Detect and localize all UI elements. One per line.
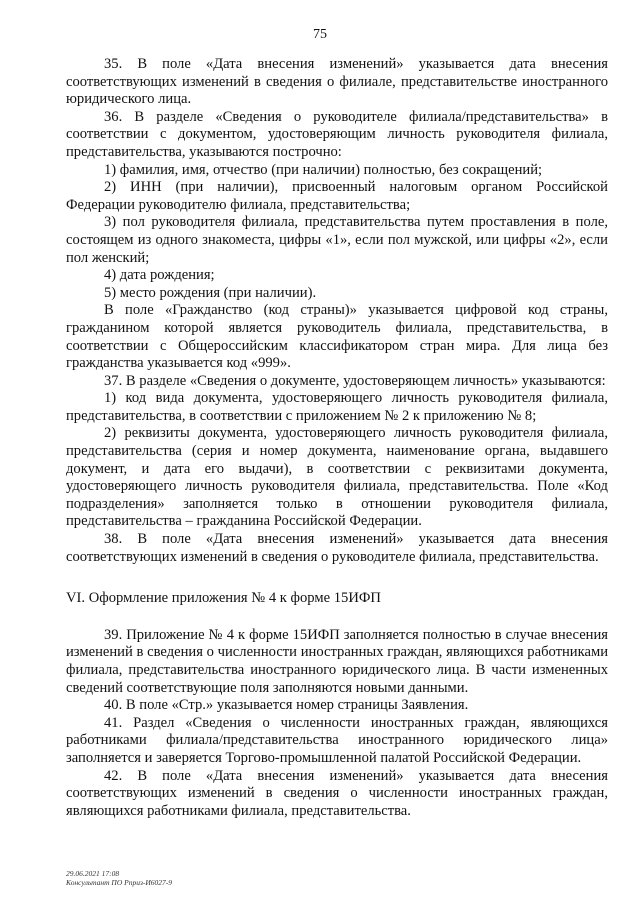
page-number: 75 bbox=[313, 27, 327, 42]
paragraph: 38. В поле «Дата внесения изменений» указывается дата внесения соответствующих изменений в сведения о руководителе филиала, представительства. bbox=[66, 531, 608, 565]
footer-stamp bbox=[66, 869, 172, 887]
footer-date: 29.06.2021 17:08 bbox=[66, 869, 120, 878]
footer-source: Консультант ПО Рприз-И6027-9 bbox=[66, 878, 173, 887]
list-item: 2) ИНН (при наличии), присвоенный налоговым органом Российской Федерации руководителю филиала, представительства; bbox=[66, 179, 608, 213]
paragraph: 41. Раздел «Сведения о численности иностранных граждан, являющихся работниками филиала/представительства иностранного юридического лица» заполняется и заверяется Торгово-промышленной палатой Российской Федерации. bbox=[66, 714, 608, 766]
list-item: 2) реквизиты документа, удостоверяющего личность руководителя филиала, представительства (серия и номер документа, наименование органа, выдавшего документ, и дата его выдачи), в соответствии с реквизитами документа, удостоверяющего личность руководителя филиала, представительства. Поле «Код подразделения» заполняется только в отношении руководителя филиала, представительства – гражданина Российской Федерации. bbox=[66, 425, 608, 530]
paragraph: В поле «Гражданство (код страны)» указывается цифровой код страны, гражданином которой является руководитель филиала, представительства, в соответствии с Общероссийским классификатором стран мира. Для лица без гражданства указывается код «999». bbox=[66, 302, 608, 372]
paragraph: 36. В разделе «Сведения о руководителе филиала/представительства» в соответствии с документом, удостоверяющим личность руководителя филиала, представительства, указываются построчно: bbox=[66, 108, 608, 160]
paragraph: 42. В поле «Дата внесения изменений» указывается дата внесения соответствующих изменений в сведения о численности иностранных граждан, являющихся работниками филиала, представительства. bbox=[66, 767, 608, 819]
paragraph: 35. В поле «Дата внесения изменений» указывается дата внесения соответствующих изменений в сведения о филиале, представительстве иностранного юридического лица. bbox=[66, 56, 608, 108]
document-body bbox=[66, 56, 608, 820]
paragraph: 40. В поле «Стр.» указывается номер страницы Заявления. bbox=[104, 697, 469, 714]
list-item: 5) место рождения (при наличии). bbox=[104, 284, 317, 301]
list-item: 3) пол руководителя филиала, представительства путем проставления в поле, состоящем из одного знакоместа, цифры «1», если пол мужской, или цифры «2», если пол женский; bbox=[66, 214, 608, 266]
list-item: 1) фамилия, имя, отчество (при наличии) полностью, без сокращений; bbox=[104, 161, 543, 178]
list-item: 4) дата рождения; bbox=[104, 267, 215, 284]
paragraph: 39. Приложение № 4 к форме 15ИФП заполняется полностью в случае внесения изменений в сведения о численности иностранных граждан, являющихся работниками филиала, представительства иностранного юридического лица. В части измененных сведений соответствующие поля заполняются новыми данными. bbox=[66, 626, 608, 696]
section-heading: VI. Оформление приложения № 4 к форме 15ИФП bbox=[66, 590, 381, 607]
list-item: 1) код вида документа, удостоверяющего личность руководителя филиала, представительства, в соответствии с приложением № 2 к приложению № 8; bbox=[66, 390, 608, 424]
paragraph: 37. В разделе «Сведения о документе, удостоверяющем личность» указываются: bbox=[104, 372, 606, 389]
